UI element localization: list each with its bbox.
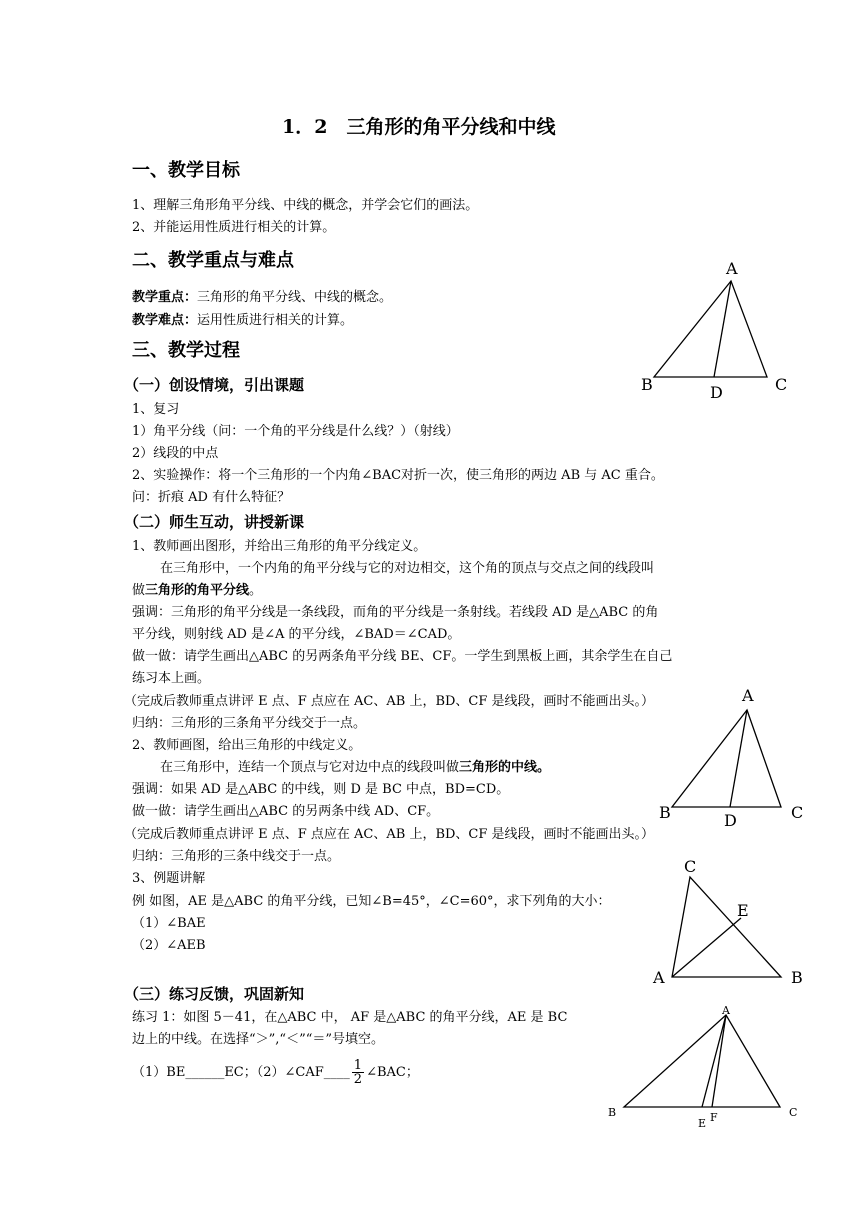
- section-heading-keypoints: 二、教学重点与难点: [132, 250, 294, 271]
- text-line: 2）线段的中点: [132, 446, 219, 461]
- text-span: （1）BE______EC；（2）∠CAF____: [132, 1065, 350, 1080]
- text-line: （2）∠AEB: [132, 938, 206, 953]
- label-b-fig1: B: [641, 375, 653, 394]
- triangle-abc-fig3: [672, 877, 781, 977]
- label-c-fig2: C: [791, 803, 804, 822]
- label-b-fig3: B: [791, 968, 803, 987]
- label-a-fig2: A: [742, 686, 754, 705]
- label-a-fig4: A: [722, 1004, 730, 1017]
- text-span: 做: [132, 583, 146, 598]
- label-c-fig3: C: [684, 857, 697, 876]
- example-line: 例 如图，AE 是△ABC 的角平分线，已知∠B=45°，∠C=60°，求下列角的大小：: [132, 894, 611, 909]
- text-line: 练习本上画。: [132, 671, 211, 686]
- label-d-fig2: D: [724, 811, 737, 830]
- text-line: 归纳：三角形的三条角平分线交于一点。: [132, 716, 367, 731]
- text-line: 边上的中线。在选择“＞”,“＜”“＝”号填空。: [132, 1032, 385, 1047]
- text-span: ∠BAC；: [366, 1065, 419, 1080]
- subheading-3: （三）练习反馈，巩固新知: [124, 985, 305, 1003]
- text-line: 平分线，则射线 AD 是∠A 的平分线，∠BAD＝∠CAD。: [132, 627, 461, 642]
- subheading-1: （一）创设情境，引出课题: [124, 376, 305, 394]
- triangle-abc-fig2: [672, 710, 781, 807]
- label-c-fig1: C: [775, 375, 788, 394]
- term-median: 三角形的中线。: [459, 760, 551, 775]
- fraction-denominator: 2: [353, 1072, 363, 1087]
- label-b-fig2: B: [659, 803, 671, 822]
- term-angle-bisector: 三角形的角平分线: [145, 583, 250, 598]
- label-e-fig4: E: [698, 1117, 707, 1130]
- key-point-label: 教学重点：: [132, 290, 198, 305]
- key-point-text: 三角形的角平分线、中线的概念。: [197, 290, 393, 305]
- text-line: 归纳：三角形的三条中线交于一点。: [132, 849, 341, 864]
- text-line: 强调：三角形的角平分线是一条线段，而角的平分线是一条射线。若线段 AD 是△ABC 的角: [132, 605, 659, 620]
- fraction-numerator: 1: [353, 1058, 363, 1073]
- text-line: 强调：如果 AD 是△ABC 的中线，则 D 是 BC 中点，BD=CD。: [132, 782, 510, 797]
- label-e-fig3: E: [737, 901, 749, 920]
- goal-item-2: 2、并能运用性质进行相关的计算。: [132, 220, 336, 235]
- label-a-fig3: A: [653, 968, 665, 987]
- text-span: 。: [249, 583, 263, 598]
- text-line: 3、例题讲解: [132, 871, 206, 886]
- text-line: 1、教师画出图形，并给出三角形的角平分线定义。: [132, 539, 427, 554]
- text-line: 1、复习: [132, 402, 180, 417]
- triangle-abc-fig1: [654, 281, 767, 377]
- triangle-abc-fig4: [624, 1015, 780, 1107]
- text-line: 做一做：请学生画出△ABC 的另两条角平分线 BE、CF。一学生到黑板上画，其余学生在自己: [132, 649, 673, 664]
- text-line: 2、教师画图，给出三角形的中线定义。: [132, 738, 362, 753]
- segment-ad-fig2: [730, 710, 747, 807]
- label-b-fig4: B: [608, 1106, 617, 1119]
- text-line: 1）角平分线（问：一个角的平分线是什么线？）（射线）: [132, 424, 459, 439]
- text-line: 2、实验操作：将一个三角形的一个内角∠BAC对折一次，使三角形的两边 AB 与 AC 重合。: [132, 468, 664, 483]
- segment-ad-fig1: [714, 281, 731, 377]
- section-heading-process: 三、教学过程: [132, 340, 240, 361]
- goal-item-1: 1、理解三角形角平分线、中线的概念，并学会它们的画法。: [132, 198, 479, 213]
- label-c-fig4: C: [789, 1106, 798, 1119]
- text-line: 问：折痕 AD 有什么特征？: [132, 490, 291, 505]
- text-line: 做一做：请学生画出△ABC 的另两条中线 AD、CF。: [132, 804, 440, 819]
- segment-ae-fig3: [672, 918, 741, 977]
- subheading-2: （二）师生互动，讲授新课: [124, 513, 305, 531]
- difficulty-label: 教学难点：: [132, 313, 198, 328]
- label-f-fig4: F: [710, 1111, 718, 1124]
- text-line: （完成后教师重点讲评 E 点、F 点应在 AC、AB 上，BD、CF 是线段，画时不能画出头。）: [124, 827, 655, 842]
- text-line: 练习 1：如图 5－41，在△ABC 中， AF 是△ABC 的角平分线，AE 是 BC: [132, 1010, 568, 1025]
- text-span: 在三角形中，连结一个顶点与它对边中点的线段叫做: [160, 760, 460, 775]
- label-d-fig1: D: [710, 383, 723, 402]
- text-line: （完成后教师重点讲评 E 点、F 点应在 AC、AB 上，BD、CF 是线段，画时不能画出头。）: [124, 694, 655, 709]
- text-line: （1）∠BAE: [132, 916, 206, 931]
- page-title: 1．2 三角形的角平分线和中线: [282, 116, 556, 138]
- section-heading-goals: 一、教学目标: [132, 160, 240, 181]
- label-a-fig1: A: [726, 259, 738, 278]
- difficulty-text: 运用性质进行相关的计算。: [197, 313, 354, 328]
- text-line: 在三角形中，一个内角的角平分线与它的对边相交，这个角的顶点与交点之间的线段叫: [160, 561, 655, 576]
